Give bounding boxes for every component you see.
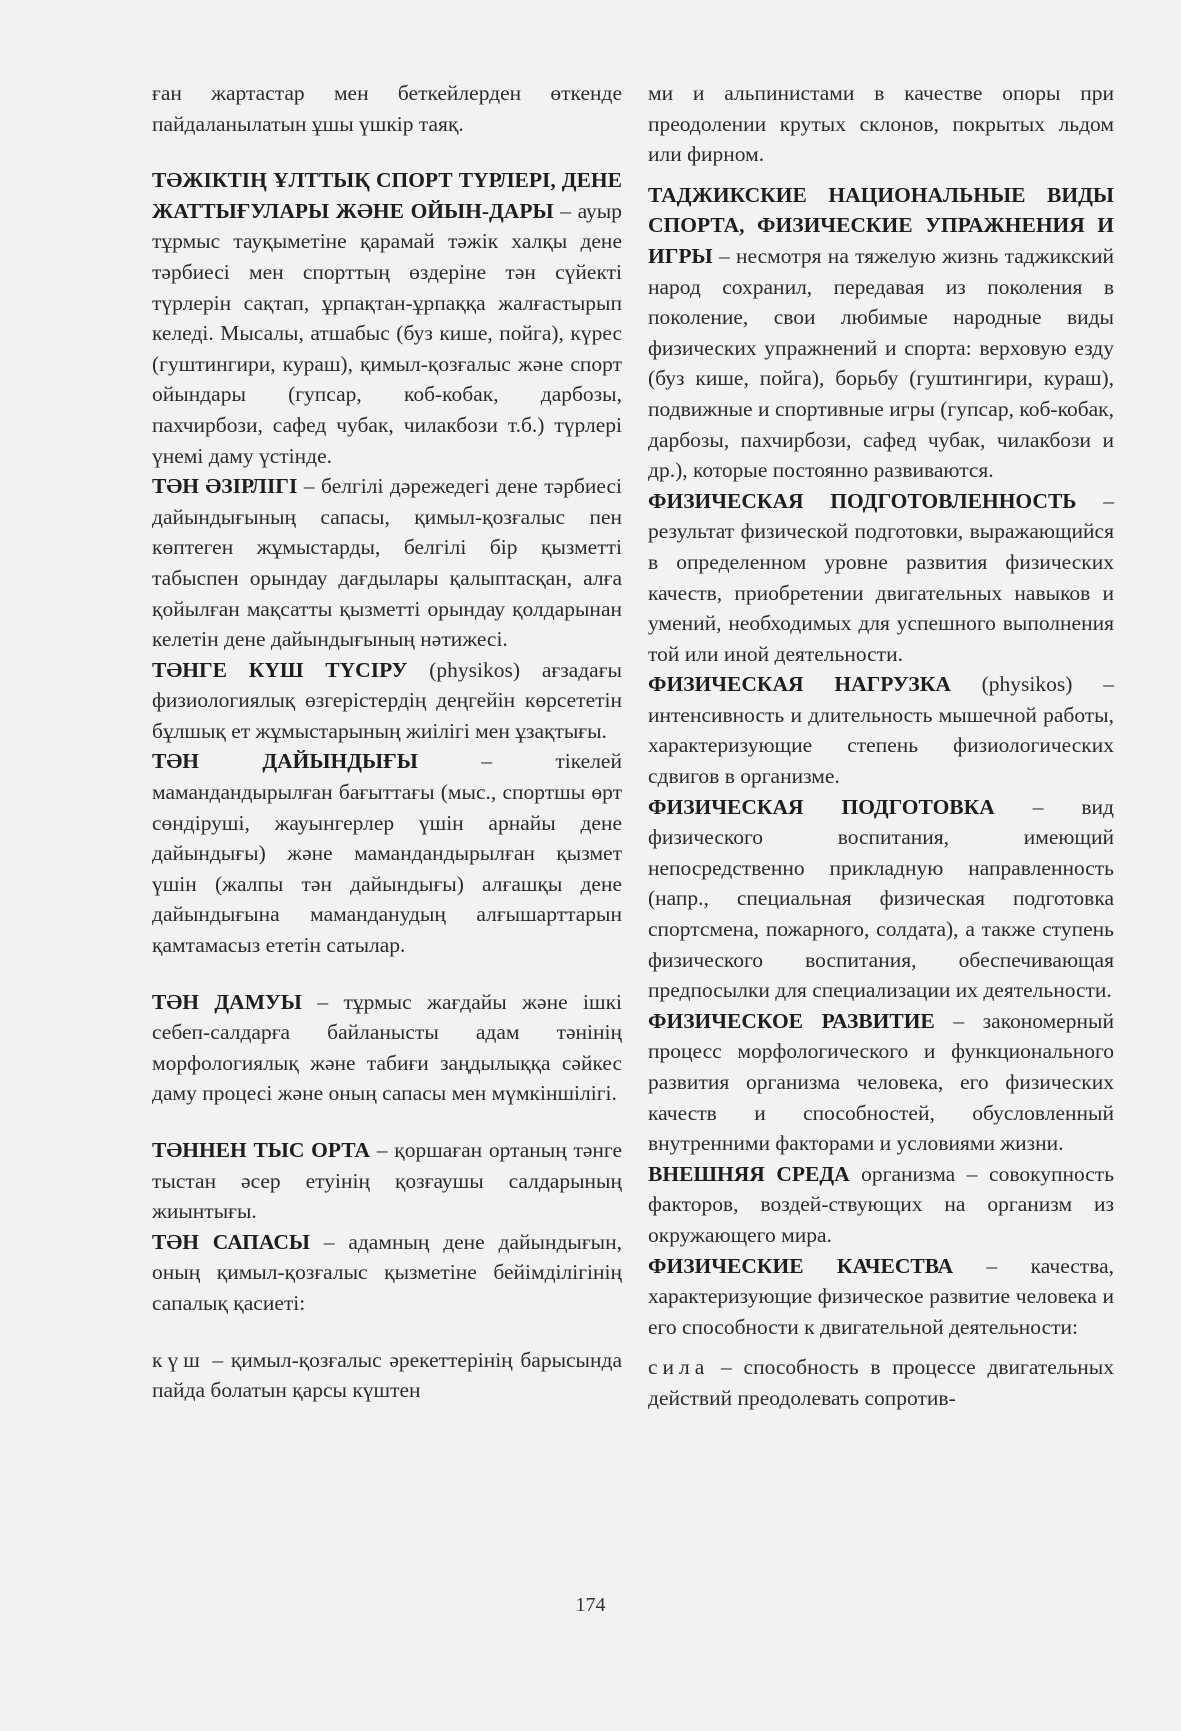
entry-text: ған жартастар мен беткейлерден өткенде пайдаланылатын ұшы үшкір таяқ. (152, 81, 622, 136)
entry-fizicheskaya-podgotovlennost (648, 486, 1114, 670)
entry-term: ФИЗИЧЕСКАЯ НАГРУЗКА (648, 672, 951, 697)
entry-text: – қимыл-қозғалыс әрекеттерінің барысында пайда болатын қарсы күштен (152, 1347, 622, 1403)
entry-vneshnyaya-sreda (648, 1159, 1114, 1251)
entry-term: ТӘНГЕ КҮШ ТҮСІРУ (152, 657, 408, 682)
right-column (648, 78, 1114, 1414)
entry-fizicheskaya-podgotovka (648, 792, 1114, 1006)
entry-sila (648, 1352, 1114, 1413)
page-number: 174 (575, 1594, 606, 1616)
entry-text: – закономерный процесс морфологического и функционального развития организма человека, его физических качеств и способностей, обусловленный внутренними факторами и условиями жизни. (648, 1008, 1114, 1156)
entry-text: – качества, характеризующие физическое развитие человека и его способности к двигательной деятельности: (648, 1253, 1114, 1339)
entry-text: – ауыр тұрмыс тауқыметіне қарамай тәжік халқы дене тәрбиесі мен спорттың өздеріне тән сүйекті түрлерін сақтап, ұрпақтан-ұрпаққа жалғастырып келеді. Мысалы, атшабыс (буз кише, пойга), күрес (гуштингири, кураш), қимыл-қозғалыс және спорт ойындары (гупсар, коб-кобак, дарбозы, пахчирбози, сафед чубак, чилакбози т.б.) түрлері үнемі даму үстінде. (152, 198, 622, 468)
left-column (152, 78, 622, 1406)
entry-text: организма – совокупность факторов, воздей-ствующих на организм из окружающего мира. (648, 1161, 1115, 1247)
entry-tenge-kush-tusiru (152, 655, 622, 747)
entry-term: ТӘН ДАМУЫ (152, 989, 302, 1014)
entry-text: (physikos) – интенсивность и длительность мышечной работы, характеризующие степень физиологических сдвигов в организме. (648, 672, 1114, 789)
entry-text: – адамның дене дайындығын, оның қимыл-қозғалыс қызметіне бейімділігінің сапалық қасиеті: (152, 1229, 622, 1315)
entry-term: ТӘННЕН ТЫС ОРТА (152, 1138, 371, 1162)
entry-continuation (648, 78, 1114, 170)
entry-text: – қоршаған ортаның тәнге тыстан әсер етуінің қозғаушы салдарының жиынтығы. (152, 1138, 622, 1224)
entry-ten-sapasy (152, 1227, 622, 1319)
entry-term: ФИЗИЧЕСКАЯ ПОДГОТОВКА (648, 794, 995, 819)
entry-term: ВНЕШНЯЯ СРЕДА (648, 1161, 850, 1186)
entry-fizicheskoe-razvitie (648, 1006, 1114, 1159)
entry-term: ТӘН ӘЗІРЛІГІ (152, 474, 298, 499)
entry-ten-azirligi (152, 471, 622, 655)
entry-term: ТАДЖИКСКИЕ НАЦИОНАЛЬНЫЕ ВИДЫ СПОРТА, ФИЗИЧЕСКИЕ УПРАЖНЕНИЯ И ИГРЫ (648, 182, 1114, 268)
entry-continuation (152, 78, 622, 139)
entry-text: – тікелей мамандандырылған бағыттағы (мыс., спортшы өрт сөндіруші, жауынгерлер үшін арнайы дене дайындығы) және мамандандырылған қызмет үшін (жалпы тән дайындығы) алғашқы дене дайындығына маманданудың алғышарттарын қамтамасыз ететін сатылар. (152, 749, 622, 958)
entry-text: – способность в процессе двигательных действий преодолевать сопротив- (648, 1355, 1114, 1410)
entry-text: – результат физической подготовки, выражающийся в определенном уровне развития физических качеств, приобретении двигательных навыков и умений, необходимых для успешного выполнения той или иной деятельности. (648, 488, 1115, 666)
entry-ten-damuy (152, 987, 622, 1109)
entry-text: – белгілі дәрежедегі дене тәрбиесі дайындығының сапасы, қимыл-қозғалыс пен көптеген жұмыстарды, белгілі бір қызметті табыспен орындау дағдылары қалыптасқан, алға қойылған мақсатты қызметті орындау қолдарынан келетін дене дайындығының нәтижесі. (152, 474, 622, 652)
entry-term: ФИЗИЧЕСКИЕ КАЧЕСТВА (648, 1253, 954, 1278)
entry-text: – вид физического воспитания, имеющий непосредственно прикладную направленность (напр., специальная физическая подготовка спортсмена, пожарного, солдата), а также ступень физического воспитания, обеспечивающая предпосылки для специализации их деятельности. (648, 794, 1114, 1003)
entry-term: ФИЗИЧЕСКОЕ РАЗВИТИЕ (648, 1008, 935, 1033)
entry-text: (physikos) ағзадағы физиологиялық өзгерістердің деңгейін көрсететін бұлшық ет жұмыстарының жиілігі мен ұзақтығы. (152, 657, 622, 743)
entry-term: күш (152, 1347, 205, 1372)
entry-ten-dayyndygy (152, 746, 622, 960)
entry-fizicheskie-kachestva (648, 1251, 1114, 1343)
entry-term: ФИЗИЧЕСКАЯ ПОДГОТОВЛЕННОСТЬ (648, 488, 1077, 513)
entry-text: – несмотря на тяжелую жизнь таджикский народ сохранил, передавая из поколения в поколение, свои любимые народные виды физических упражнений и спорта: верховую езду (буз кише, пойга), борьбу (гуштингири, кураш), подвижные и спортивные игры (гупсар, коб-кобак, дарбозы, пахчирбози, сафед чубак, чилакбози и др.), которые постоянно развиваются. (648, 243, 1114, 483)
entry-term: ТӘН САПАСЫ (152, 1229, 310, 1254)
entry-tennen-tys-orta (152, 1135, 622, 1227)
entry-term: ТӘЖІКТІҢ ҰЛТТЫҚ СПОРТ ТҮРЛЕРІ, ДЕНЕ ЖАТТЫҒУЛАРЫ ЖӘНЕ ОЙЫН-ДАРЫ (152, 168, 622, 223)
entry-kush (152, 1345, 622, 1406)
entry-fizicheskaya-nagruzka (648, 669, 1114, 791)
entry-term: сила (648, 1355, 710, 1380)
entry-text: ми и альпинистами в качестве опоры при преодолении крутых склонов, покрытых льдом или фирном. (648, 81, 1114, 167)
entry-term: ТӘН ДАЙЫНДЫҒЫ (152, 749, 418, 774)
entry-tadzhik-sports (648, 180, 1114, 486)
entry-tajik-sports (152, 165, 622, 471)
entry-text: – тұрмыс жағдайы және ішкі себеп-салдарға байланысты адам тәнінің морфологиялық және табиғи заңдылыққа сәйкес даму процесі және оның сапасы мен мүмкіншілігі. (152, 989, 622, 1106)
